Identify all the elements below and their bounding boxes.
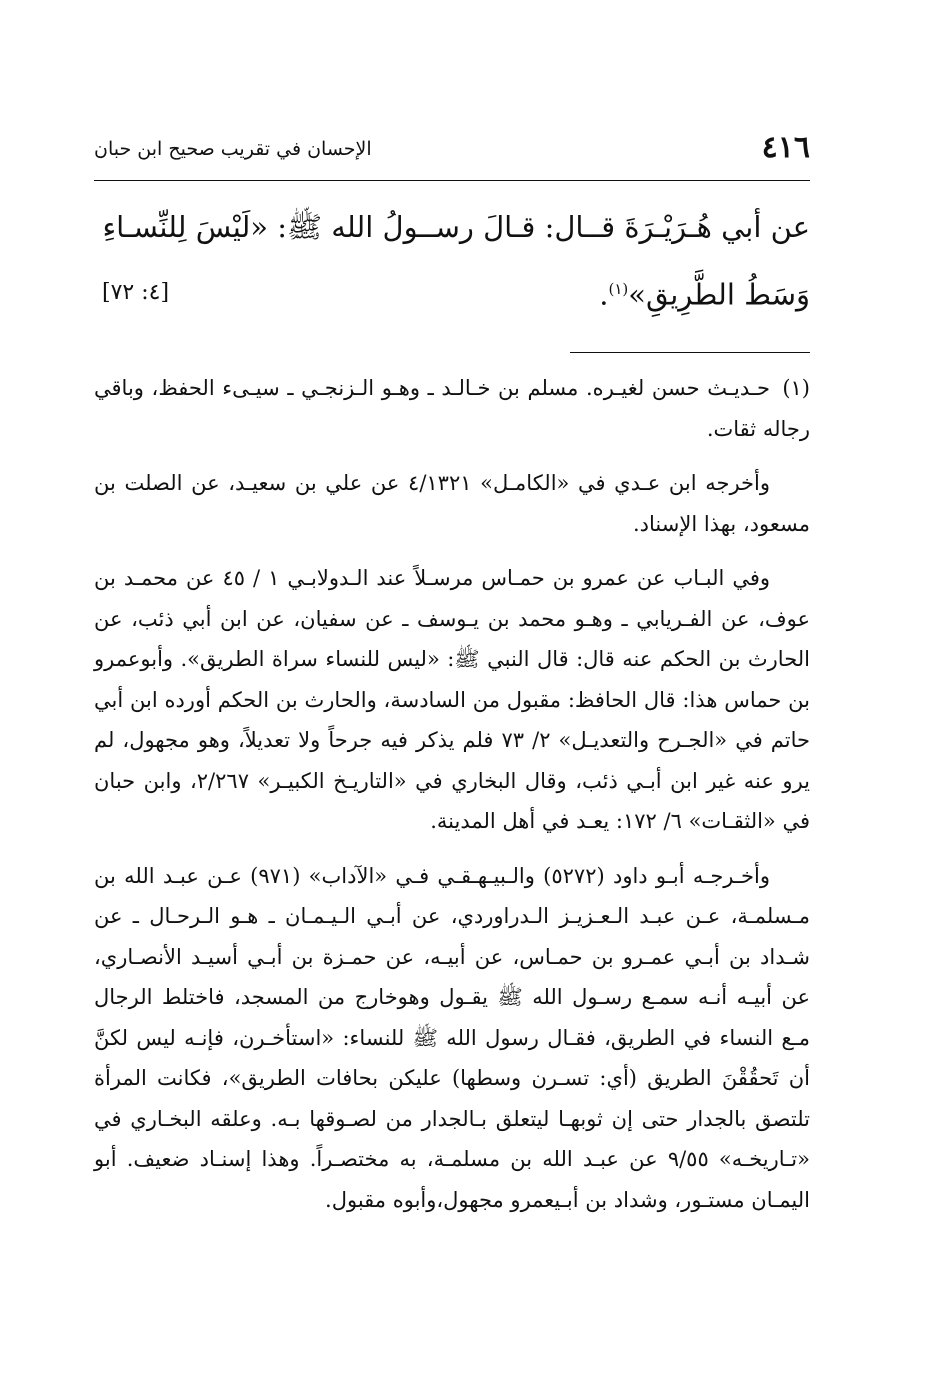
hadith-line-2: وَسَطُ الطَّرِيقِ» <box>628 277 810 312</box>
footnote-paragraph: وفي البـاب عن عمرو بن حمـاس مرسـلاً عند الـدولابـي ١ / ٤٥ عن محمـد بن عوف، عن الفـريابي ـ وهـو محمد بن يـوسف ـ عن سفيان، عن ابن أبي ذئب، عن الحارث بن الحكم عنه قال: قال النبي ﷺ: «ليس للنساء سراة الطريق». وأبوعمرو بن حماس هذا: قال الحافظ: مقبول من السادسة، والحارث بن الحكم أورده ابن أبي حاتم في «الجـرح والتعديـل» ٢/ ٧٣ فلم يذكر فيه جرحاً ولا تعديلاً، وهو مجهول، لم يرو عنه غير ابن أبـي ذئب، وقال البخاري في «التاريـخ الكبيـر» ٢/٢٦٧، وابن حبان في «الثقـات» ٦/ ١٧٢: يعـد في أهل المدينة. <box>94 566 811 833</box>
hadith-reference: [٤: ٧٢] <box>102 280 170 305</box>
footnote-reference: (١) <box>608 280 629 298</box>
footnote-divider <box>570 352 810 353</box>
footnote-marker: (١) <box>782 376 810 400</box>
footnote-text: حـديـث حسن لغيـره. مسلم بن خـالـد ـ وهـو الـزنجـي ـ سيـىء الحفظ، وباقي رجاله ثقات. <box>94 376 810 441</box>
hadith-line-2-end: . <box>599 277 609 312</box>
footnotes <box>94 368 810 1234</box>
page-number: ٤١٦ <box>761 130 810 165</box>
hadith-text <box>94 196 810 320</box>
footnote-paragraph: وأخرجه ابن عـدي في «الكامـل» ٤/١٣٢١ عن علي بن سعيـد، عن الصلت بن مسعود، بهذا الإسناد. <box>94 471 810 536</box>
hadith-line-1: عن أبي هُـرَيْـرَةَ قــال: قـالَ رســولُ الله ﷺ: «لَيْسَ لِلنِّسـاءِ <box>102 210 810 244</box>
hadith-line <box>94 258 810 320</box>
book-title: الإحسان في تقريب صحيح ابن حبان <box>94 138 372 160</box>
header-divider <box>94 180 810 181</box>
running-header <box>94 128 810 172</box>
footnote-paragraph <box>94 368 810 449</box>
hadith-line <box>94 196 810 258</box>
footnote-paragraph: وأخـرجـه أبـو داود (٥٢٧٢) والـبيـهـقـي فـي «الآداب» (٩٧١) عـن عبـد الله بن مـسلمـة، عـن عبـد الـعـزيـز الـدراوردي، عن أبـي الـيـمـان ـ هـو الـرحـال ـ عن شـداد بن أبـي عمـرو بن حمـاس، عن أبيـه، عن حمـزة بن أبـي أسيـد الأنصـاري، عن أبيـه أنـه سمـع رسـول الله ﷺ يقـول وهوخارج من المسجد، فاختلط الرجال مـع النساء في الطريق، فقـال رسول الله ﷺ للنساء: «استأخـرن، فإنـه ليس لكنَّ أن تَحقُقْنَ الطريق (أي: تسـرن وسطها) عليكن بحافات الطريق»، فكانت المرأة تلتصق بالجدار حتى إن ثوبهـا ليتعلق بـالجدار من لصـوقها بـه. وعلقه البخـاري في «تـاريخـه» ٩/٥٥ عن عبـد الله بن مسلمـة، به مختصـراً. وهذا إسنـاد ضعيف. أبو اليمـان مستـور، وشداد بن أبـيعمرو مجهول،وأبوه مقبول. <box>94 863 810 1212</box>
